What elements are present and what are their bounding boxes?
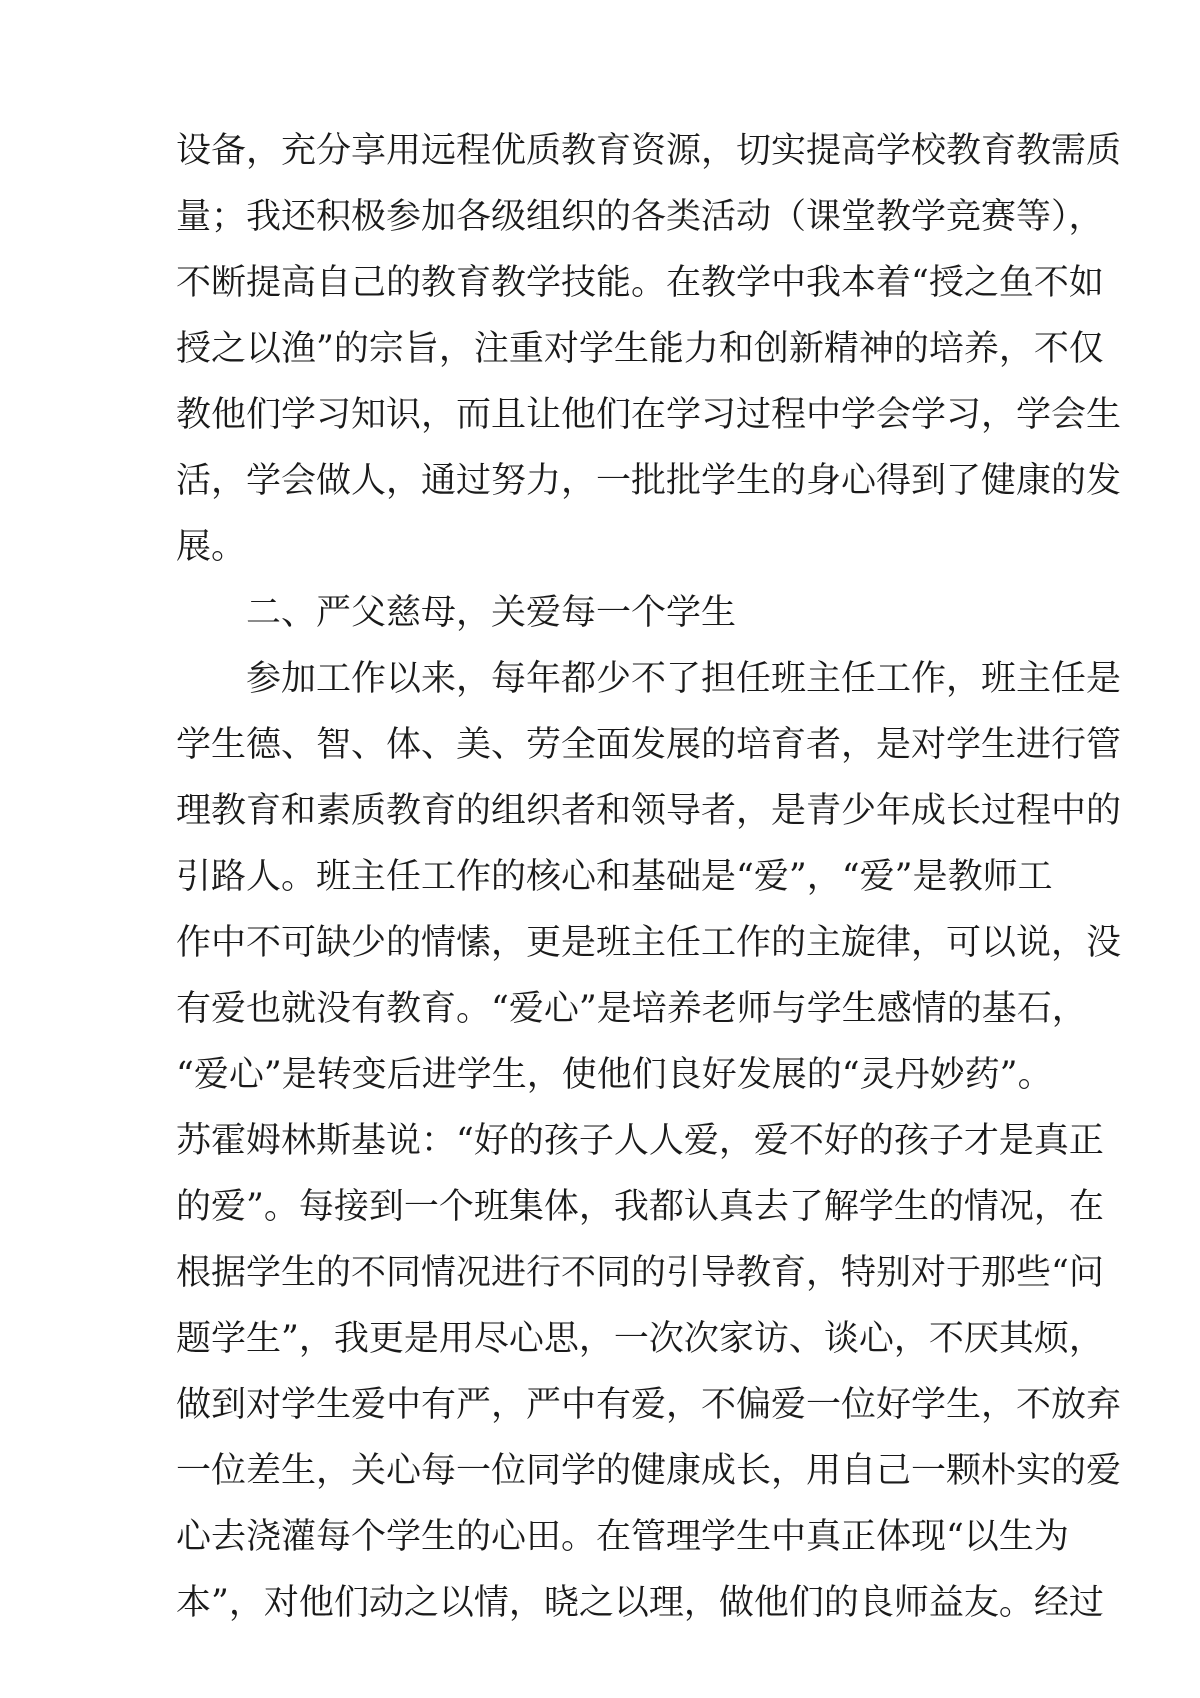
text-line: 教他们学习知识，而且让他们在学习过程中学会学习，学会生 <box>176 395 1122 435</box>
text-line: 苏霍姆林斯基说：“好的孩子人人爱，爱不好的孩子才是真正 <box>176 1121 1104 1161</box>
text-line: 活，学会做人，通过努力，一批批学生的身心得到了健康的发 <box>176 461 1122 501</box>
text-line: 设备，充分享用远程优质教育资源，切实提高学校教育教需质 <box>176 131 1122 171</box>
text-line: 做到对学生爱中有严，严中有爱，不偏爱一位好学生，不放弃 <box>176 1385 1122 1425</box>
text-line: 参加工作以来，每年都少不了担任班主任工作，班主任是 <box>246 659 1122 699</box>
text-line: 作中不可缺少的情愫，更是班主任工作的主旋律，可以说，没 <box>176 923 1122 963</box>
text-line: 心去浇灌每个学生的心田。在管理学生中真正体现“以生为 <box>176 1517 1069 1557</box>
text-line: 不断提高自己的教育教学技能。在教学中我本着“授之鱼不如 <box>176 263 1104 303</box>
section-heading: 二、严父慈母，关爱每一个学生 <box>246 593 737 633</box>
text-line: 题学生”，我更是用尽心思，一次次家访、谈心，不厌其烦， <box>176 1319 1104 1359</box>
text-line: 授之以渔”的宗旨，注重对学生能力和创新精神的培养，不仅 <box>176 329 1104 369</box>
text-line: 展。 <box>176 527 247 567</box>
document-body <box>176 118 1122 1636</box>
text-line: 引路人。班主任工作的核心和基础是“爱”，“爱”是教师工 <box>176 857 1053 897</box>
text-line: 本”，对他们动之以情，晓之以理，做他们的良师益友。经过 <box>176 1583 1104 1623</box>
text-line: “爱心”是转变后进学生，使他们良好发展的“灵丹妙药”。 <box>176 1055 1053 1095</box>
text-line: 学生德、智、体、美、劳全面发展的培育者，是对学生进行管 <box>176 725 1122 765</box>
text-line: 一位差生，关心每一位同学的健康成长，用自己一颗朴实的爱 <box>176 1451 1122 1491</box>
text-line: 量；我还积极参加各级组织的各类活动（课堂教学竞赛等）， <box>176 197 1104 237</box>
text-line: 的爱”。每接到一个班集体，我都认真去了解学生的情况，在 <box>176 1187 1104 1227</box>
text-line: 理教育和素质教育的组织者和领导者，是青少年成长过程中的 <box>176 791 1122 831</box>
text-line: 根据学生的不同情况进行不同的引导教育，特别对于那些“问 <box>176 1253 1104 1293</box>
text-line: 有爱也就没有教育。“爱心”是培养老师与学生感情的基石， <box>176 989 1087 1029</box>
